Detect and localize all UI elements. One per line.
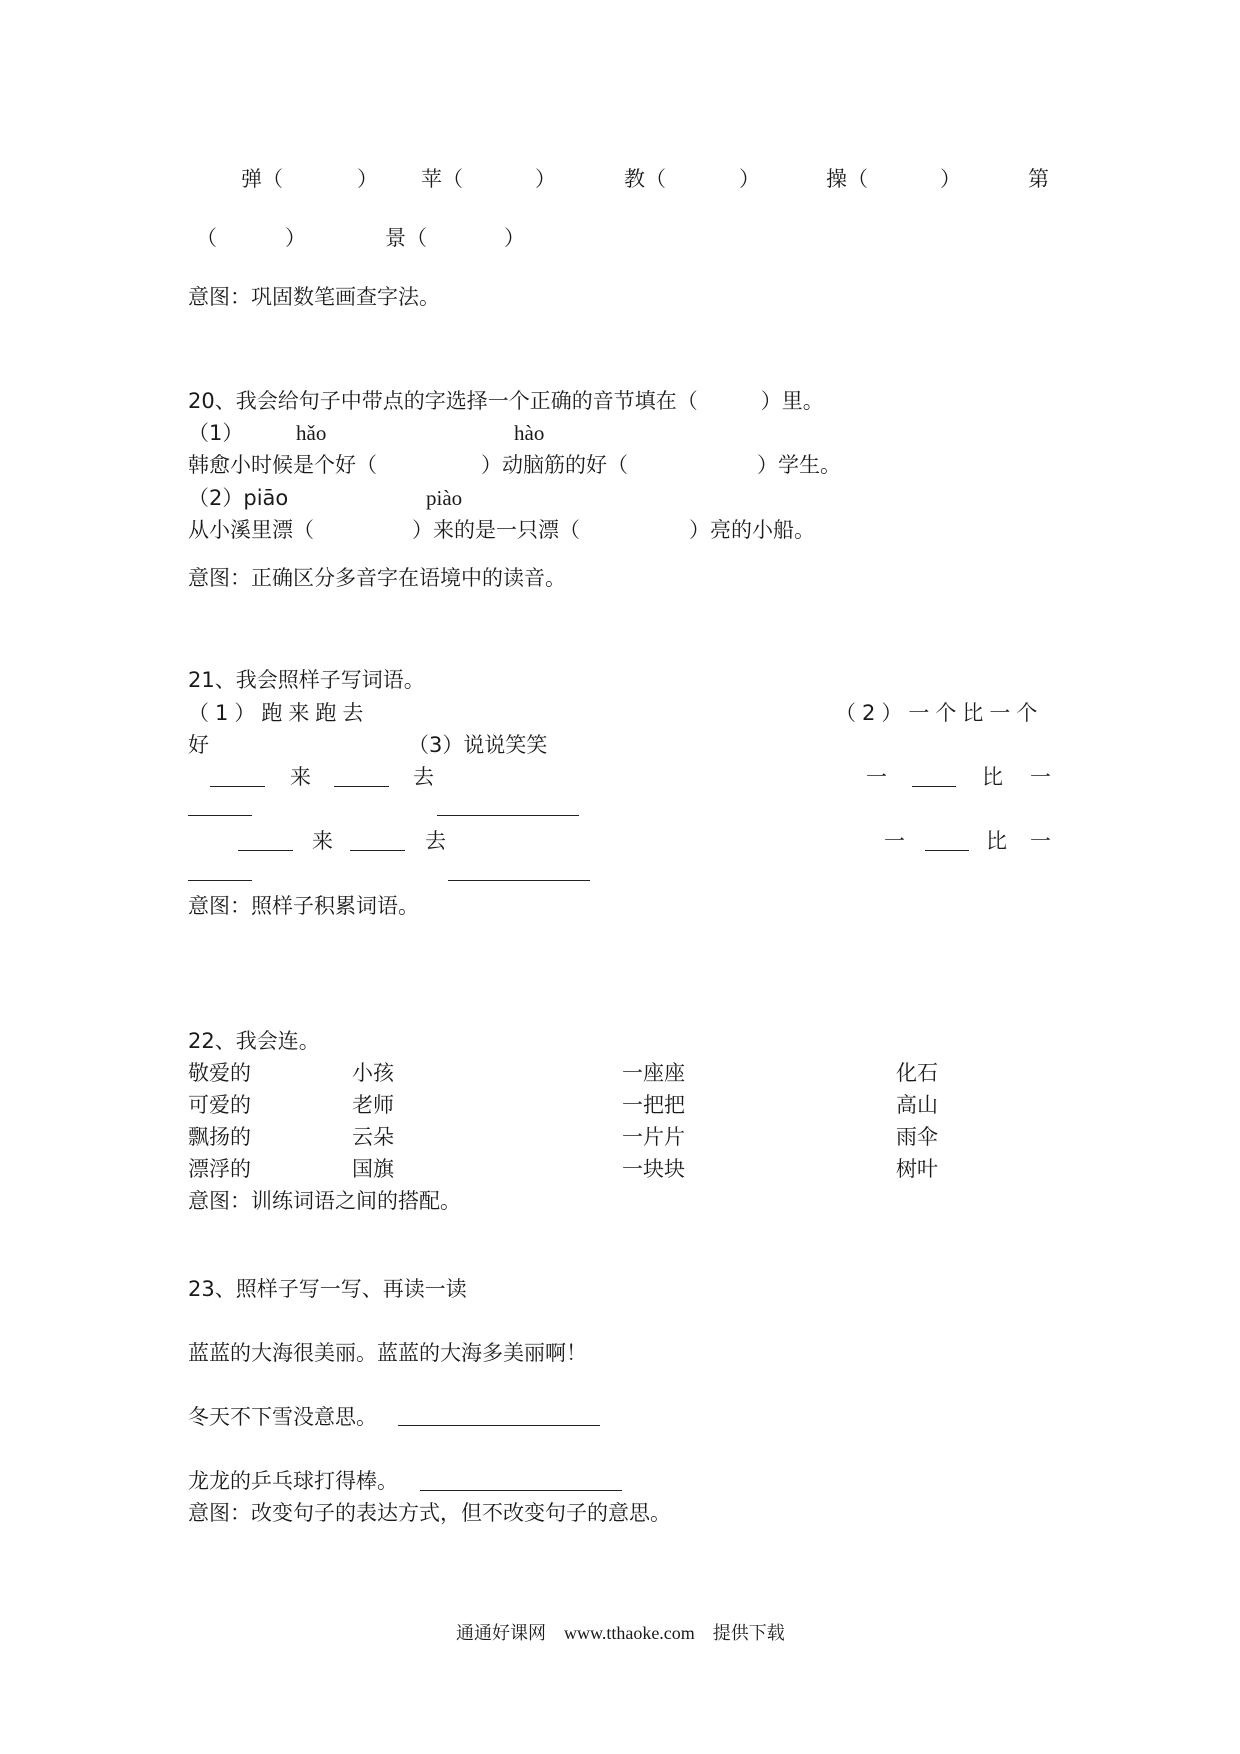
q21-bi: 比 xyxy=(982,765,1003,789)
q21-blank[interactable] xyxy=(188,880,252,881)
q21-lai: 来 xyxy=(312,829,333,853)
q21-example-2: （2）一个比一个 xyxy=(835,701,1044,725)
q20-title: 20、我会给句子中带点的字选择一个正确的音节填在（ ）里。 xyxy=(188,389,824,413)
q21-intent: 意图：照样子积累词语。 xyxy=(188,894,419,918)
q22-adj: 敬爱的 xyxy=(188,1061,251,1085)
q20-part1-label: （1） xyxy=(188,421,244,445)
q19-paren-open-6: （ xyxy=(196,226,217,250)
q22-noun: 老师 xyxy=(352,1093,394,1117)
q19-char-1: 弹（ xyxy=(241,167,283,191)
q22-measure: 一片片 xyxy=(622,1125,685,1149)
q21-yi: 一 xyxy=(1030,829,1051,853)
q20-sentence2-a: 从小溪里漂（ xyxy=(188,518,314,542)
q22-object: 雨伞 xyxy=(896,1125,938,1149)
q19-char-4: 操（ xyxy=(826,167,868,191)
q20-sentence2-b: ）来的是一只漂（ xyxy=(412,518,580,542)
q23-sentence-2: 龙龙的乒乓球打得棒。 xyxy=(188,1469,398,1493)
q23-sentence-1: 冬天不下雪没意思。 xyxy=(188,1405,377,1429)
q19-paren-close-6: ） xyxy=(285,226,306,250)
q20-sentence2-c: ）亮的小船。 xyxy=(689,518,815,542)
q21-blank[interactable] xyxy=(238,850,293,851)
q19-paren-close-3: ） xyxy=(739,167,760,191)
q21-example-3: （3）说说笑笑 xyxy=(408,733,548,757)
q22-adj: 可爱的 xyxy=(188,1093,251,1117)
q20-pinyin-piao4: piào xyxy=(426,486,463,510)
q21-bi: 比 xyxy=(986,829,1007,853)
q22-noun: 国旗 xyxy=(352,1157,394,1181)
q21-example-1: （1）跑来跑去 xyxy=(188,701,370,725)
q21-blank[interactable] xyxy=(210,786,265,787)
q21-blank[interactable] xyxy=(448,880,590,881)
q22-intent: 意图：训练词语之间的搭配。 xyxy=(188,1189,461,1213)
q22-object: 化石 xyxy=(896,1061,938,1085)
q22-adj: 飘扬的 xyxy=(188,1125,251,1149)
q21-yi: 一 xyxy=(1030,765,1051,789)
q19-paren-close-7: ） xyxy=(504,226,525,250)
q21-blank[interactable] xyxy=(334,786,389,787)
q22-adj: 漂浮的 xyxy=(188,1157,251,1181)
q22-noun: 小孩 xyxy=(352,1061,394,1085)
q21-blank[interactable] xyxy=(912,786,956,787)
q21-blank[interactable] xyxy=(925,850,969,851)
q20-pinyin-hao3: hǎo xyxy=(296,421,327,445)
q23-title: 23、照样子写一写、再读一读 xyxy=(188,1277,467,1301)
q22-measure: 一座座 xyxy=(622,1061,685,1085)
q21-lai: 来 xyxy=(290,765,311,789)
q23-intent: 意图：改变句子的表达方式，但不改变句子的意思。 xyxy=(188,1501,671,1525)
q19-char-7: 景（ xyxy=(385,226,427,250)
q19-intent: 意图：巩固数笔画查字法。 xyxy=(188,285,440,309)
q20-intent: 意图：正确区分多音字在语境中的读音。 xyxy=(188,566,566,590)
q22-title: 22、我会连。 xyxy=(188,1029,320,1053)
q19-char-3: 教（ xyxy=(624,167,666,191)
q19-paren-close-2: ） xyxy=(535,167,556,191)
q19-paren-close-4: ） xyxy=(940,167,961,191)
q23-answer-line[interactable] xyxy=(420,1490,622,1491)
q23-example: 蓝蓝的大海很美丽。蓝蓝的大海多美丽啊！ xyxy=(188,1341,587,1365)
q21-yi: 一 xyxy=(884,829,905,853)
q20-sentence1-c: ）学生。 xyxy=(757,453,841,477)
q19-char-5: 第 xyxy=(1028,167,1049,191)
q20-pinyin-hao4: hào xyxy=(514,421,545,445)
q21-yi: 一 xyxy=(866,765,887,789)
q20-sentence1-a: 韩愈小时候是个好（ xyxy=(188,453,377,477)
q21-example-2-tail: 好 xyxy=(188,733,209,757)
q19-char-2: 苹（ xyxy=(421,167,463,191)
q22-noun: 云朵 xyxy=(352,1125,394,1149)
q22-object: 高山 xyxy=(896,1093,938,1117)
q20-part2-label: （2）piāo xyxy=(188,486,289,510)
q23-answer-line[interactable] xyxy=(398,1425,600,1426)
q21-qu: 去 xyxy=(413,765,434,789)
q22-measure: 一块块 xyxy=(622,1157,685,1181)
q21-title: 21、我会照样子写词语。 xyxy=(188,668,425,692)
q21-blank[interactable] xyxy=(350,850,405,851)
q19-paren-close-1: ） xyxy=(357,167,378,191)
q21-blank[interactable] xyxy=(188,815,252,816)
q20-sentence1-b: ）动脑筋的好（ xyxy=(481,453,628,477)
q21-qu: 去 xyxy=(425,829,446,853)
page-footer: 通通好课网 www.tthaoke.com 提供下载 xyxy=(456,1623,785,1643)
q22-measure: 一把把 xyxy=(622,1093,685,1117)
q22-object: 树叶 xyxy=(896,1157,938,1181)
q21-blank[interactable] xyxy=(437,815,579,816)
